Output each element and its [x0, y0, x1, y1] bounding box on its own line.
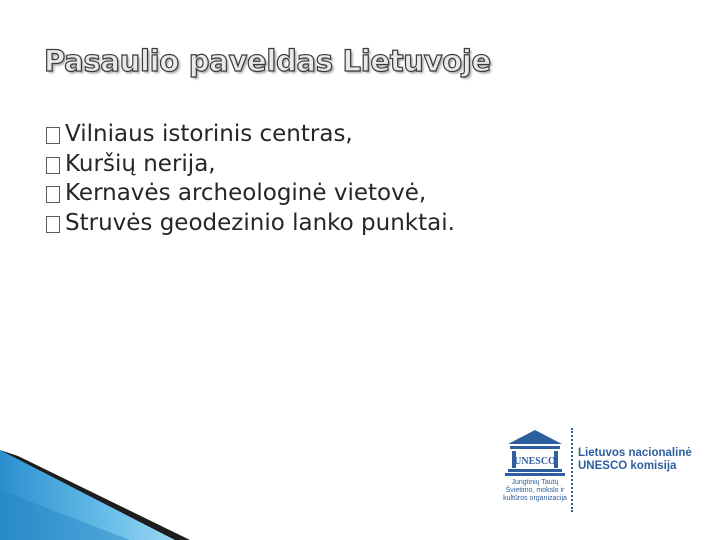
logo-divider: [571, 428, 573, 512]
unesco-temple-icon: [500, 424, 570, 479]
unesco-subtitle: Jungtinių Tautų Švietimo, mokslo ir kultūros organizacija: [503, 479, 567, 502]
bullet-box-icon: [46, 157, 60, 174]
list-item-text: Struvės geodezinio lanko punktai.: [65, 209, 455, 236]
list-item-text: Vilniaus istorinis centras,: [65, 121, 353, 147]
list-item: [46, 150, 455, 180]
bullet-list: [46, 120, 455, 238]
unesco-commission-name: Lietuvos nacionalinė UNESCO komisija: [578, 447, 692, 472]
bullet-box-icon: [46, 216, 60, 233]
slide-title: Pasaulio paveldas Lietuvoje: [44, 44, 491, 78]
unesco-logo: [500, 424, 700, 514]
svg-text:UNESCO: UNESCO: [514, 456, 556, 467]
list-item-text: Kernavės archeologinė vietovė,: [65, 180, 427, 206]
list-item: [46, 179, 455, 209]
list-item-text: Kuršių nerija,: [65, 150, 216, 177]
list-item: [46, 209, 455, 239]
list-item: [46, 120, 455, 150]
corner-decoration: [0, 450, 200, 540]
bullet-box-icon: [46, 186, 60, 203]
bullet-box-icon: [46, 127, 60, 144]
